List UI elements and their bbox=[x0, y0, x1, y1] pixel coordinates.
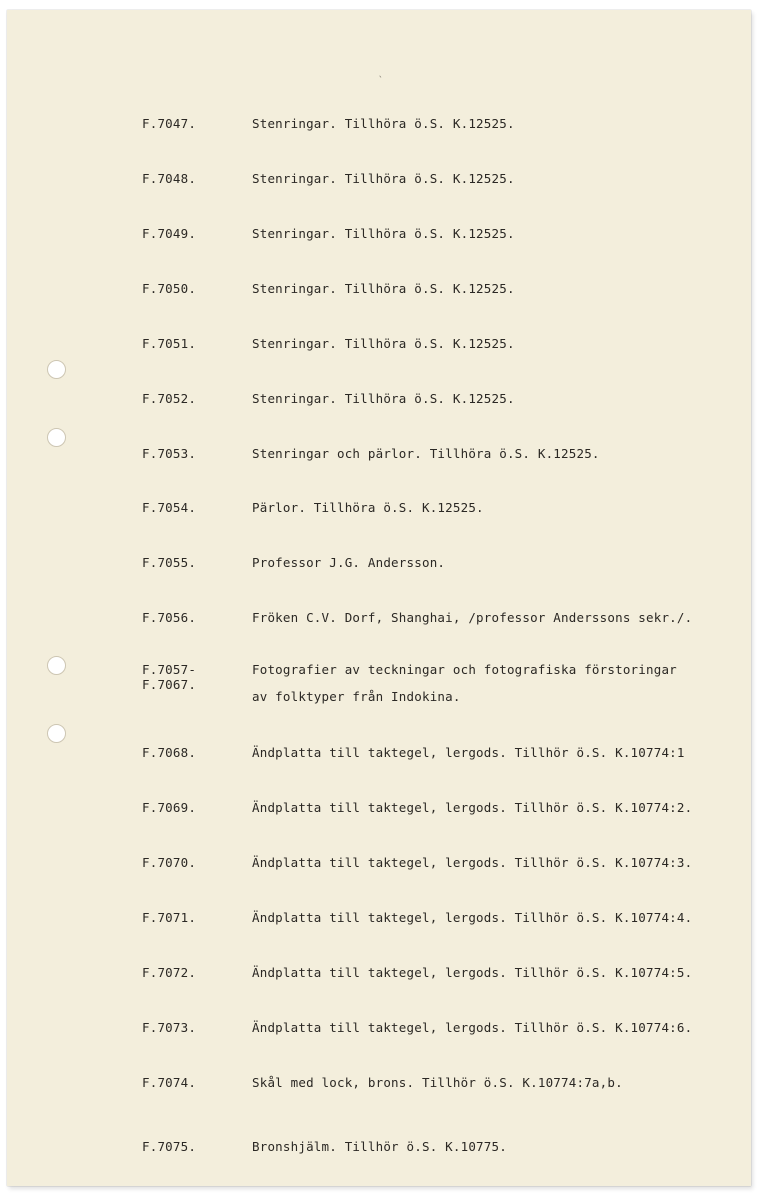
entry-description-continued: av folktyper från Indokina. bbox=[252, 689, 461, 704]
entry-number-end: F.7067. bbox=[142, 677, 197, 692]
punch-hole bbox=[47, 428, 66, 447]
entry-number: F.7075. bbox=[142, 1139, 197, 1154]
entry-description: Ändplatta till taktegel, lergods. Tillhör ö.S. K.10774:4. bbox=[252, 910, 693, 925]
entry-description: Ändplatta till taktegel, lergods. Tillhör ö.S. K.10774:2. bbox=[252, 800, 693, 815]
entry-number: F.7070. bbox=[142, 855, 197, 870]
punch-hole bbox=[47, 360, 66, 379]
entry-description: Ändplatta till taktegel, lergods. Tillhör ö.S. K.10774:6. bbox=[252, 1020, 693, 1035]
document-page bbox=[7, 10, 751, 1186]
entry-description: Ändplatta till taktegel, lergods. Tillhör ö.S. K.10774:3. bbox=[252, 855, 693, 870]
entry-description: Stenringar. Tillhöra ö.S. K.12525. bbox=[252, 336, 515, 351]
entry-number: F.7069. bbox=[142, 800, 197, 815]
entry-number: F.7057- bbox=[142, 662, 197, 677]
entry-number: F.7072. bbox=[142, 965, 197, 980]
entry-description: Stenringar. Tillhöra ö.S. K.12525. bbox=[252, 391, 515, 406]
entry-number: F.7073. bbox=[142, 1020, 197, 1035]
entry-number: F.7052. bbox=[142, 391, 197, 406]
entry-description: Stenringar och pärlor. Tillhöra ö.S. K.12525. bbox=[252, 446, 600, 461]
punch-hole bbox=[47, 724, 66, 743]
entry-description: Stenringar. Tillhöra ö.S. K.12525. bbox=[252, 226, 515, 241]
entry-description: Ändplatta till taktegel, lergods. Tillhör ö.S. K.10774:5. bbox=[252, 965, 693, 980]
entry-number: F.7048. bbox=[142, 171, 197, 186]
entry-description: Stenringar. Tillhöra ö.S. K.12525. bbox=[252, 116, 515, 131]
entry-description: Professor J.G. Andersson. bbox=[252, 555, 446, 570]
entry-description: Fotografier av teckningar och fotografiska förstoringar bbox=[252, 662, 677, 677]
entry-number: F.7068. bbox=[142, 745, 197, 760]
entry-description: Ändplatta till taktegel, lergods. Tillhör ö.S. K.10774:1 bbox=[252, 745, 685, 760]
entry-description: Skål med lock, brons. Tillhör ö.S. K.10774:7a,b. bbox=[252, 1075, 623, 1090]
punch-hole bbox=[47, 656, 66, 675]
entry-number: F.7055. bbox=[142, 555, 197, 570]
entry-description: Stenringar. Tillhöra ö.S. K.12525. bbox=[252, 171, 515, 186]
entry-description: Bronshjälm. Tillhör ö.S. K.10775. bbox=[252, 1139, 507, 1154]
entry-number: F.7056. bbox=[142, 610, 197, 625]
entry-number: F.7053. bbox=[142, 446, 197, 461]
entry-description: Stenringar. Tillhöra ö.S. K.12525. bbox=[252, 281, 515, 296]
entry-description: Pärlor. Tillhöra ö.S. K.12525. bbox=[252, 500, 484, 515]
entry-number: F.7049. bbox=[142, 226, 197, 241]
entry-description: Fröken C.V. Dorf, Shanghai, /professor Anderssons sekr./. bbox=[252, 610, 693, 625]
entry-number: F.7071. bbox=[142, 910, 197, 925]
stray-mark: ` bbox=[378, 76, 384, 86]
entry-number: F.7054. bbox=[142, 500, 197, 515]
entry-number: F.7050. bbox=[142, 281, 197, 296]
entry-number: F.7074. bbox=[142, 1075, 197, 1090]
entry-number: F.7047. bbox=[142, 116, 197, 131]
entry-number: F.7051. bbox=[142, 336, 197, 351]
